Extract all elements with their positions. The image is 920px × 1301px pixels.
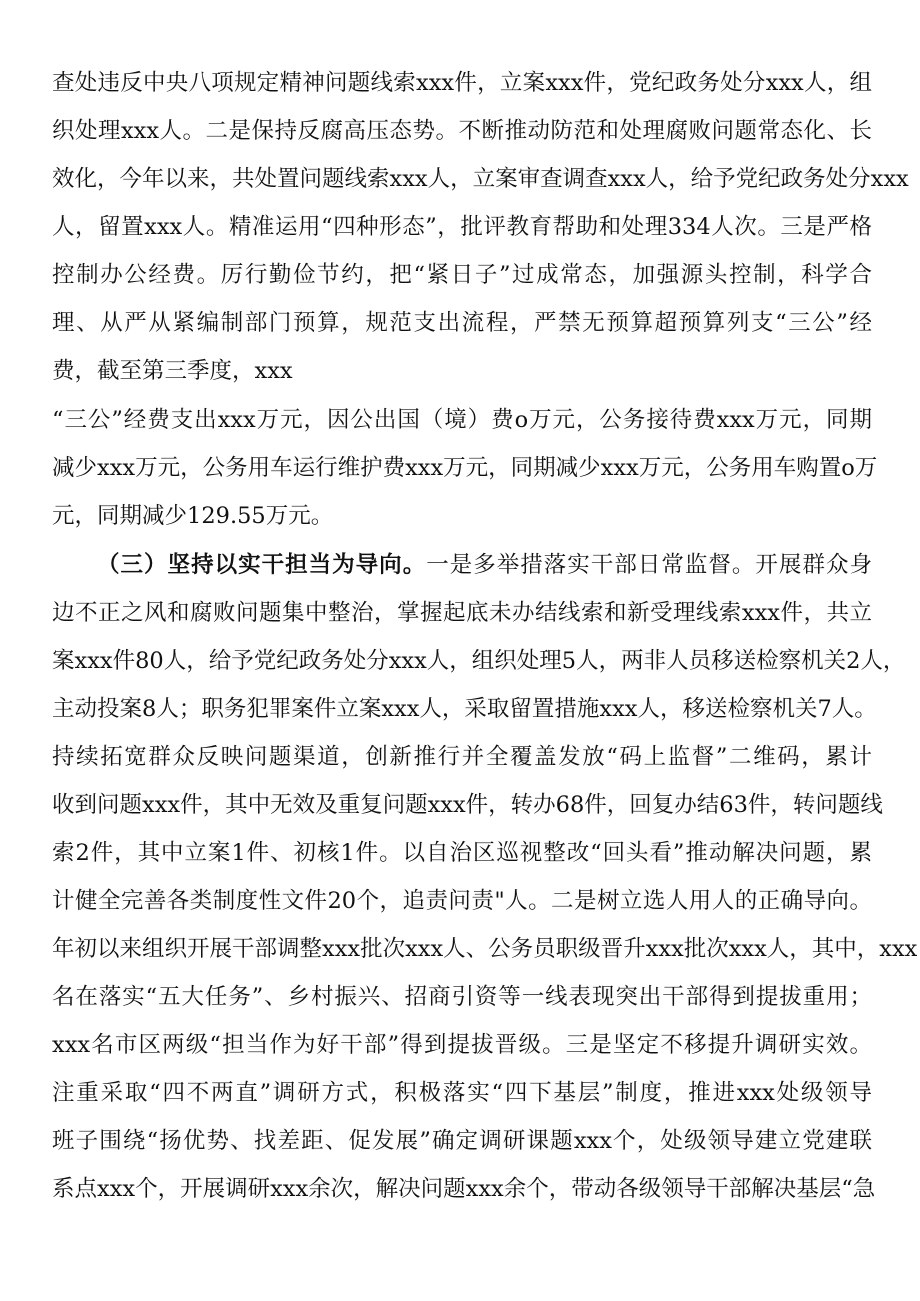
text-line-18: 计健全完善各类制度性文件20个，追责问责"人。二是树立选人用人的正确导向。 — [52, 888, 872, 914]
text-line-23: 班子围绕“扬优势、找差距、促发展”确定调研课题xxx个，处级领导建立党建联 — [52, 1128, 872, 1154]
text-line-21: xxx名市区两级“担当作为好干部”得到提拔晋级。三是坚定不移提升调研实效。 — [52, 1032, 872, 1058]
text-line-24: 系点xxx个，开展调研xxx余次，解决问题xxx余个，带动各级领导干部解决基层“急 — [52, 1176, 876, 1202]
text-line-13: 案xxx件80人，给予党纪政务处分xxx人，组织处理5人，两非人员移送检察机关2人， — [52, 648, 906, 674]
text-line-9: 减少xxx万元，公务用车运行维护费xxx万元，同期减少xxx万元，公务用车购置o万 — [52, 455, 878, 481]
text-line-12: 边不正之风和腐败问题集中整治，掌握起底未办结线索和新受理线索xxx件，共立 — [52, 600, 872, 626]
text-line-7: 费，截至第三季度，xxx — [52, 358, 293, 384]
text-line-14: 主动投案8人；职务犯罪案件立案xxx人，采取留置措施xxx人，移送检察机关7人。 — [52, 696, 877, 722]
text-line-6: 理、从严从紧编制部门预算，规范支出流程，严禁无预算超预算列支“三公”经 — [52, 310, 872, 336]
text-line-11: 一是多举措落实干部日常监督。开展群众身 — [426, 552, 872, 578]
text-line-4: 人，留置xxx人。精准运用“四种形态”，批评教育帮助和处理334人次。三是严格 — [52, 214, 872, 240]
text-line-5: 控制办公经费。厉行勤俭节约，把“紧日子”过成常态，加强源头控制，科学合 — [52, 262, 872, 288]
text-line-15: 持续拓宽群众反映问题渠道，创新推行并全覆盖发放“码上监督”二维码，累计 — [52, 744, 872, 770]
section-paragraph-start — [52, 550, 872, 580]
text-line-17: 索2件，其中立案1件、初核1件。以自治区巡视整改“回头看”推动解决问题，累 — [52, 840, 872, 866]
text-line-2: 织处理xxx人。二是保持反腐高压态势。不断推动防范和处理腐败问题常态化、长 — [52, 118, 872, 144]
text-line-3: 效化，今年以来，共处置问题线索xxx人，立案审查调查xxx人，给予党纪政务处分xxx — [52, 166, 909, 192]
text-line-19: 年初以来组织开展干部调整xxx批次xxx人、公务员职级晋升xxx批次xxx人，其中，xxx — [52, 936, 918, 962]
text-line-22: 注重采取“四不两直”调研方式，积极落实“四下基层”制度，推进xxx处级领导 — [52, 1080, 872, 1106]
section-heading: （三）坚持以实干担当为导向。 — [96, 552, 427, 578]
text-line-10: 元，同期减少129.55万元。 — [52, 503, 334, 529]
text-line-1: 查处违反中央八项规定精神问题线索xxx件，立案xxx件，党纪政务处分xxx人，组 — [52, 70, 872, 96]
text-line-16: 收到问题xxx件，其中无效及重复问题xxx件，转办68件，回复办结63件，转问题线 — [52, 792, 883, 818]
text-line-8: “三公”经费支出xxx万元，因公出国（境）费o万元，公务接待费xxx万元，同期 — [52, 407, 872, 433]
text-line-20: 名在落实“五大任务”、乡村振兴、招商引资等一线表现突出干部得到提拔重用； — [52, 984, 872, 1010]
